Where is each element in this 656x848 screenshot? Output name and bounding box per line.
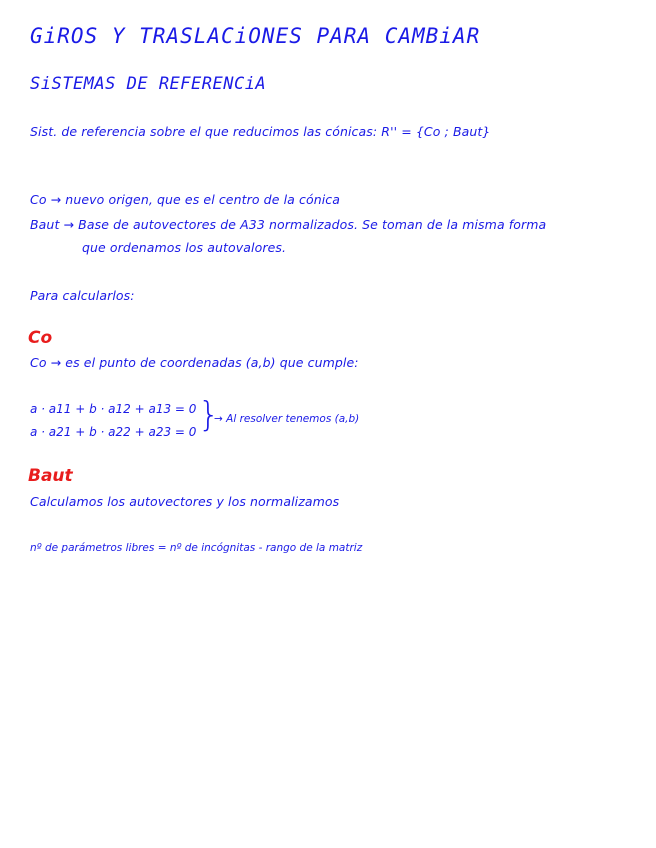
- equation-2: a · a21 + b · a22 + a23 = 0: [30, 425, 197, 439]
- intro-text: Sist. de referencia sobre el que reducimos las cónicas: R'' = {Co ; Baut}: [30, 124, 491, 139]
- curly-brace: }: [198, 395, 220, 435]
- page-title-line-2: SiSTEMAS DE REFERENCiA: [30, 74, 267, 94]
- page-title-line-1: GiROS Y TRASLACiONES PARA CAMBiAR: [30, 24, 481, 48]
- section-baut-text: Calculamos los autovectores y los normalizamos: [30, 494, 340, 509]
- definition-baut-line-2: que ordenamos los autovalores.: [82, 240, 287, 255]
- section-baut-note: nº de parámetros libres = nº de incógnitas - rango de la matriz: [30, 542, 363, 554]
- equation-result: → Al resolver tenemos (a,b): [214, 413, 360, 425]
- para-calcularlos: Para calcularlos:: [30, 288, 135, 303]
- section-baut-heading: Baut: [28, 466, 73, 486]
- section-co-text: Co → es el punto de coordenadas (a,b) que cumple:: [30, 355, 359, 370]
- equation-1: a · a11 + b · a12 + a13 = 0: [30, 402, 197, 416]
- definition-co: Co → nuevo origen, que es el centro de la cónica: [30, 192, 341, 207]
- section-co-heading: Co: [28, 328, 53, 348]
- definition-baut-line-1: Baut → Base de autovectores de A33 normalizados. Se toman de la misma forma: [30, 217, 547, 232]
